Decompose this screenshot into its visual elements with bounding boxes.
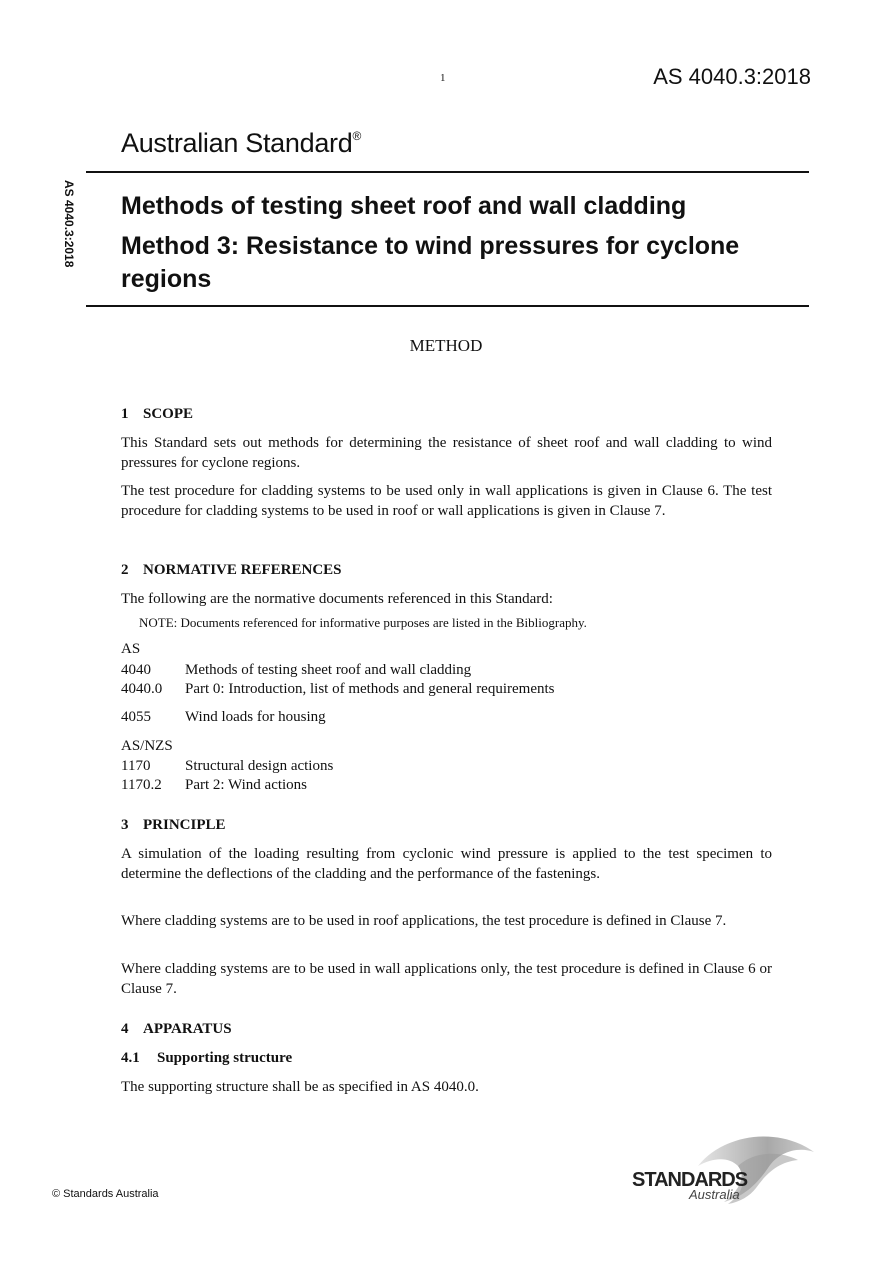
reference-title: Methods of testing sheet roof and wall cladding xyxy=(185,662,472,678)
reference-code: 1170 xyxy=(121,758,151,774)
reference-title: Structural design actions xyxy=(185,758,334,774)
apparatus-paragraph-1: The supporting structure shall be as specified in AS 4040.0. xyxy=(121,1079,479,1095)
logo-wordmark-standards: STANDARDS xyxy=(632,1169,748,1191)
reference-group-label: AS/NZS xyxy=(121,738,173,754)
section-title: PRINCIPLE xyxy=(143,817,226,833)
principle-paragraph-1: A simulation of the loading resulting from cyclonic wind pressure is applied to the test specimen to determine the deflections of the cladding and the performance of the fastenings. xyxy=(121,846,772,882)
side-document-id: AS 4040.3:2018 xyxy=(62,180,76,268)
reference-title: Part 2: Wind actions xyxy=(185,777,308,793)
reference-code: 4040.0 xyxy=(121,681,163,697)
section-number: 3 xyxy=(121,817,129,833)
reference-code: 4055 xyxy=(121,709,151,725)
main-title: Methods of testing sheet roof and wall cladding xyxy=(121,192,687,220)
reference-item xyxy=(121,680,555,700)
section-number: 2 xyxy=(121,562,129,578)
method-subtitle: Method 3: Resistance to wind pressures for cyclone regions xyxy=(121,232,740,293)
references-intro: The following are the normative documents referenced in this Standard: xyxy=(121,591,553,607)
registered-mark: ® xyxy=(352,129,361,143)
section-heading-principle xyxy=(121,817,226,834)
reference-item xyxy=(121,776,307,796)
reference-item xyxy=(121,661,471,681)
subsection-heading-supporting-structure xyxy=(121,1050,292,1067)
page-number: 1 xyxy=(440,72,446,84)
principle-paragraph-3: Where cladding systems are to be used in wall applications only, the test procedure is defined in Clause 6 or Clause 7. xyxy=(121,961,772,997)
reference-title: Wind loads for housing xyxy=(185,709,326,725)
section-title: APPARATUS xyxy=(143,1021,232,1037)
reference-group-label: AS xyxy=(121,641,141,657)
subsection-title: Supporting structure xyxy=(157,1050,293,1066)
reference-title: Part 0: Introduction, list of methods and general requirements xyxy=(185,681,555,697)
section-heading-apparatus xyxy=(121,1021,232,1038)
copyright-notice: © Standards Australia xyxy=(52,1188,159,1200)
top-rule xyxy=(86,171,809,173)
standard-type-text: Australian Standard xyxy=(121,128,353,158)
method-label: METHOD xyxy=(409,336,483,355)
section-number: 4 xyxy=(121,1021,129,1037)
reference-code: 4040 xyxy=(121,662,151,678)
scope-paragraph-1: This Standard sets out methods for determining the resistance of sheet roof and wall cladding to wind pressures for cyclone regions. xyxy=(121,435,772,471)
section-heading-references xyxy=(121,562,342,579)
logo-wordmark-australia: Australia xyxy=(689,1187,740,1202)
section-heading-scope xyxy=(121,406,193,423)
bottom-rule xyxy=(86,305,809,307)
section-title: SCOPE xyxy=(143,406,194,422)
subsection-number: 4.1 xyxy=(121,1050,140,1066)
section-title: NORMATIVE REFERENCES xyxy=(143,562,342,578)
standard-type-title xyxy=(121,128,361,159)
reference-item xyxy=(121,708,326,728)
references-note: NOTE: Documents referenced for informative purposes are listed in the Bibliography. xyxy=(139,615,587,630)
reference-code: 1170.2 xyxy=(121,777,162,793)
document-id: AS 4040.3:2018 xyxy=(653,64,811,89)
scope-paragraph-2: The test procedure for cladding systems to be used only in wall applications is given in Clause 6. The test procedure for cladding systems to be used in roof or wall applications is given in Clause 7. xyxy=(121,483,772,519)
principle-paragraph-2: Where cladding systems are to be used in roof applications, the test procedure is defined in Clause 7. xyxy=(121,913,727,929)
reference-item xyxy=(121,757,333,777)
section-number: 1 xyxy=(121,406,129,422)
